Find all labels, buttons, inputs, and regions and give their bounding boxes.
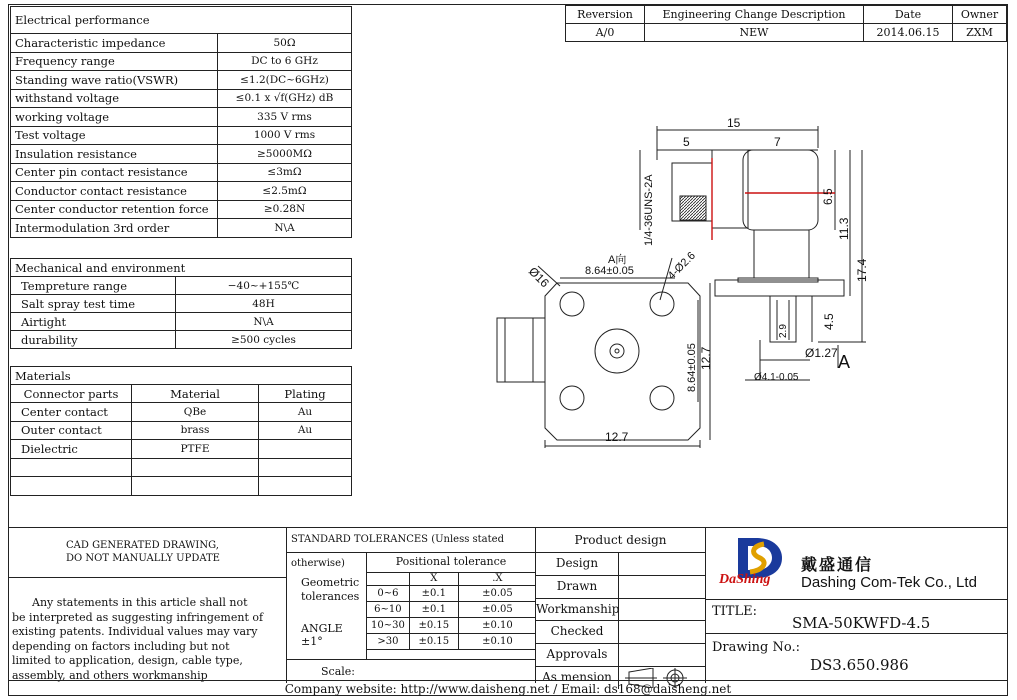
role-row [536, 599, 705, 622]
spec-label: Test voltage [11, 126, 218, 145]
spec-value: ≥500 cycles [176, 331, 352, 349]
materials-cell: QBe [132, 403, 259, 422]
spec-value: ≤2.5mΩ [218, 182, 352, 201]
spec-label: durability [11, 331, 176, 349]
tolerance-title: STANDARD TOLERANCES (Unless stated otherwise) [287, 528, 535, 553]
rev-value-description: NEW [645, 24, 864, 42]
tolerance-cell: ±0.10 [458, 634, 536, 650]
table-row [11, 89, 352, 108]
scale-label: Scale: [287, 659, 536, 683]
rev-header-owner: Owner [953, 6, 1007, 24]
table-row [11, 126, 352, 145]
spec-value: 50Ω [218, 34, 352, 53]
dim-12-7-v: 12.7 [699, 346, 713, 370]
spec-value: −40~+155℃ [176, 277, 352, 295]
spec-label: Center pin contact resistance [11, 163, 218, 182]
spec-value: N\A [218, 219, 352, 238]
table-row [11, 34, 352, 53]
table-row [11, 440, 352, 459]
patent-line-5: limited to application, design, cable type, [12, 654, 243, 668]
tolerance-cell: ±0.05 [458, 586, 536, 602]
dim-11-3: 11.3 [837, 217, 851, 240]
technical-drawing [480, 110, 870, 450]
spec-label: withstand voltage [11, 89, 218, 108]
patent-line-6: assembly, and others workmanship [12, 668, 208, 682]
tolerance-table [367, 572, 536, 650]
materials-cell [259, 440, 352, 459]
spec-label: Intermodulation 3rd order [11, 219, 218, 238]
dim-5: 5 [683, 135, 690, 149]
role-signature-field [619, 621, 705, 643]
role-label: Drawn [536, 576, 619, 598]
footer-contact: Company website: http://www.daisheng.net / Email: ds168@daisheng.net [8, 680, 1008, 697]
role-signature-field [619, 644, 705, 666]
role-signature-field [619, 553, 705, 575]
dim-7: 7 [774, 135, 781, 149]
tolerance-cell: ±0.10 [458, 618, 536, 634]
title-value: SMA-50KWFD-4.5 [792, 614, 931, 632]
rev-header-date: Date [864, 6, 953, 24]
cad-note-line-2: DO NOT MANUALLY UPDATE [66, 553, 220, 564]
mechanical-table [10, 258, 352, 349]
spec-label: Airtight [11, 313, 176, 331]
spec-value: N\A [176, 313, 352, 331]
table-row [11, 331, 352, 349]
table-row [11, 295, 352, 313]
company-logo-text: DaShing [719, 572, 771, 587]
electrical-title: Electrical performance [11, 7, 352, 34]
dim-8-64-v: 8.64±0.05 [686, 343, 698, 392]
tol-header-dotx: .X [458, 572, 536, 586]
cad-note-line-1: CAD GENERATED DRAWING, [66, 540, 219, 551]
materials-header-material: Material [132, 385, 259, 403]
spec-label: Conductor contact resistance [11, 182, 218, 201]
rev-value-reversion: A/0 [566, 24, 645, 42]
role-label: Design [536, 553, 619, 575]
materials-cell [259, 477, 352, 496]
positional-title: Positional tolerance [367, 552, 535, 573]
tolerance-cell: ±0.05 [458, 602, 536, 618]
revision-table [565, 5, 1007, 42]
table-row [367, 634, 536, 650]
spec-value: 1000 V rms [218, 126, 352, 145]
dim-8-64-h: 8.64±0.05 [585, 265, 634, 277]
patent-line-3: existing patents. Individual values may vary [12, 625, 258, 639]
table-row [367, 586, 536, 602]
rev-header-reversion: Reversion [566, 6, 645, 24]
materials-cell [11, 477, 132, 496]
spec-value: 48H [176, 295, 352, 313]
spec-value: ≤1.2(DC~6GHz) [218, 71, 352, 90]
dim-marker-a: A [838, 352, 851, 372]
patent-line-4: depending on factors including but not [12, 639, 230, 653]
table-row [11, 477, 352, 496]
title-label: TITLE: [712, 604, 757, 619]
rev-value-owner: ZXM [953, 24, 1007, 42]
tolerance-cell: ±0.15 [409, 634, 458, 650]
materials-cell: Center contact [11, 403, 132, 422]
materials-cell [132, 477, 259, 496]
dim-2-9: 2.9 [778, 324, 789, 338]
spec-value: DC to 6 GHz [218, 52, 352, 71]
materials-cell [11, 458, 132, 477]
dim-17-4: 17.4 [855, 258, 869, 282]
table-row [11, 277, 352, 295]
spec-value: ≥5000MΩ [218, 145, 352, 164]
spec-label: Tempreture range [11, 277, 176, 295]
spec-label: working voltage [11, 108, 218, 127]
title-block [8, 527, 1008, 696]
patent-line-1: Any statements in this article shall not [32, 596, 248, 609]
materials-table [10, 366, 352, 496]
role-signature-field [619, 599, 705, 621]
angle-label: ANGLE ±1° [301, 622, 343, 648]
table-row [11, 200, 352, 219]
view-a-label: A向 [608, 254, 627, 266]
company-name-cn: 戴盛通信 [801, 557, 874, 574]
materials-cell: Outer contact [11, 421, 132, 440]
dim-6-5: 6.5 [821, 188, 835, 205]
table-row [11, 71, 352, 90]
table-row [11, 163, 352, 182]
tolerance-cell: 6~10 [367, 602, 409, 618]
spec-label: Center conductor retention force [11, 200, 218, 219]
tolerance-cell: ±0.1 [409, 602, 458, 618]
dim-d16: Ø16 [525, 264, 552, 291]
tolerance-cell: ±0.15 [409, 618, 458, 634]
spec-value: ≤0.1 x √f(GHz) dB [218, 89, 352, 108]
materials-cell [132, 458, 259, 477]
table-row [11, 219, 352, 238]
dim-15: 15 [727, 116, 741, 130]
tolerance-cell: ±0.1 [409, 586, 458, 602]
table-row [11, 458, 352, 477]
materials-cell: PTFE [132, 440, 259, 459]
spec-value: ≥0.28N [218, 200, 352, 219]
spec-label: Characteristic impedance [11, 34, 218, 53]
materials-header-parts: Connector parts [11, 385, 132, 403]
dim-4-5: 4.5 [822, 313, 836, 330]
role-label: As mension [536, 667, 619, 689]
product-design-title: Product design [536, 528, 705, 553]
drawing-no-label: Drawing No.: [712, 640, 800, 655]
mechanical-title: Mechanical and environment [11, 259, 352, 277]
spec-label: Standing wave ratio(VSWR) [11, 71, 218, 90]
spec-label: Frequency range [11, 52, 218, 71]
role-signature-field [619, 576, 705, 598]
rev-header-description: Engineering Change Description [645, 6, 864, 24]
spec-label: Salt spray test time [11, 295, 176, 313]
tolerance-cell: 0~6 [367, 586, 409, 602]
table-row [367, 618, 536, 634]
materials-cell: Au [259, 403, 352, 422]
table-row [11, 145, 352, 164]
table-row [11, 182, 352, 201]
role-row [536, 553, 705, 576]
table-row [11, 108, 352, 127]
role-row [536, 621, 705, 644]
materials-cell: brass [132, 421, 259, 440]
dim-4-1: Ø4.1-0.05 [754, 372, 799, 383]
dim-holes: 4-Ø2.6 [665, 249, 698, 283]
materials-cell: Au [259, 421, 352, 440]
table-row [11, 52, 352, 71]
dim-thread: 1/4-36UNS-2A [643, 174, 655, 246]
geometric-label-2: tolerances [301, 590, 360, 603]
role-row [536, 644, 705, 667]
spec-label: Insulation resistance [11, 145, 218, 164]
role-label: Workmanship [536, 599, 619, 621]
spec-value: 335 V rms [218, 108, 352, 127]
electrical-table [10, 6, 352, 238]
table-row [11, 313, 352, 331]
materials-cell: Dielectric [11, 440, 132, 459]
table-row [11, 421, 352, 440]
spec-value: ≤3mΩ [218, 163, 352, 182]
company-name-en: Dashing Com-Tek Co., Ltd [801, 574, 977, 591]
materials-title: Materials [11, 367, 352, 385]
tolerance-cell: 10~30 [367, 618, 409, 634]
tolerance-cell: >30 [367, 634, 409, 650]
role-label: Checked [536, 621, 619, 643]
rev-value-date: 2014.06.15 [864, 24, 953, 42]
materials-header-plating: Plating [259, 385, 352, 403]
patent-line-2: be interpreted as suggesting infringement of [12, 610, 264, 624]
table-row [11, 403, 352, 422]
table-row [367, 602, 536, 618]
drawing-no-value: DS3.650.986 [810, 656, 909, 674]
geometric-label-1: Geometric [301, 576, 360, 589]
role-label: Approvals [536, 644, 619, 666]
materials-cell [259, 458, 352, 477]
role-row [536, 576, 705, 599]
dim-1-27: Ø1.27 [805, 346, 838, 360]
dim-12-7-h: 12.7 [605, 430, 629, 444]
tol-header-x: X [409, 572, 458, 586]
